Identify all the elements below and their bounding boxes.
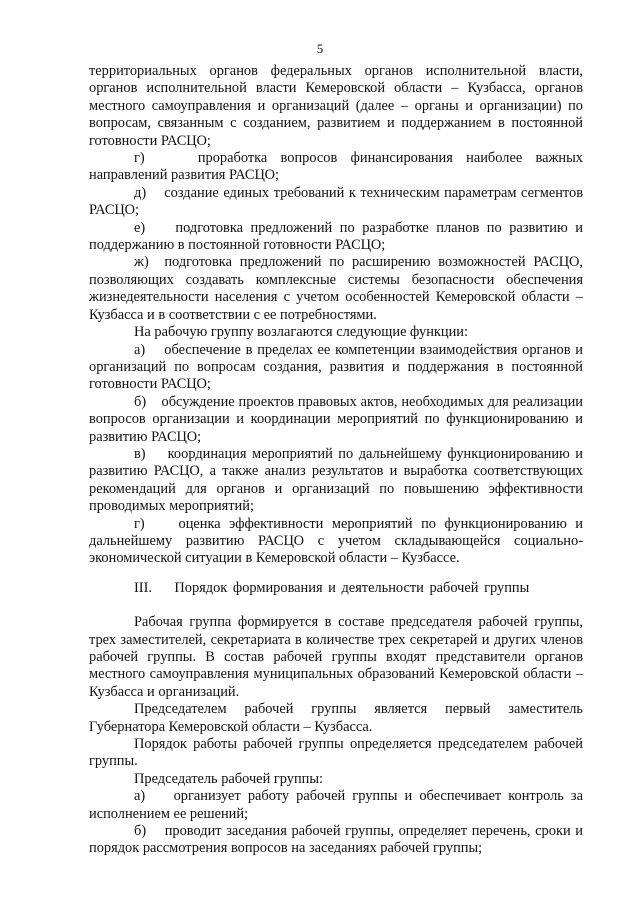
paragraph: а) организует работу рабочей группы и обеспечивает контроль за исполнением ее решений; <box>89 788 583 822</box>
paragraph: На рабочую группу возлагаются следующие функции: <box>134 324 469 341</box>
paragraph: а) обеспечение в пределах ее компетенции взаимодействия органов и организаций по вопросам создания, развития и поддержания в постоянной готовности РАСЦО; <box>89 341 583 393</box>
paragraph: ж) подготовка предложений по расширению возможностей РАСЦО, позволяющих создавать комплексные системы безопасности обеспечения жизнедеятельности населения с учетом особенностей Кемеровской области – Кузбасса и в соответствии с ее потребностями. <box>89 254 583 323</box>
paragraph: в) координация мероприятий по дальнейшему функционированию и развитию РАСЦО, а также анализ результатов и выработка соответствующих рекомендаций для органов и организаций по повышению эффективности проводимых мероприятий; <box>89 445 583 515</box>
paragraph: Председатель рабочей группы: <box>134 770 324 787</box>
paragraph: г) проработка вопросов финансирования наиболее важных направлений развития РАСЦО; <box>89 150 583 184</box>
paragraphs-before <box>89 63 583 568</box>
paragraph: Рабочая группа формируется в составе председателя рабочей группы, трех заместителей, секретариата в количестве трех секретарей и других членов рабочей группы. В состав рабочей группы входят представители органов местного самоуправления муниципальных образований Кемеровской области – Кузбасса и организаций. <box>89 614 583 700</box>
document-body <box>89 63 583 858</box>
paragraph: Порядок работы рабочей группы определяется председателем рабочей группы. <box>89 736 583 770</box>
paragraph: д) создание единых требований к техническим параметрам сегментов РАСЦО; <box>89 184 583 219</box>
section-heading: III. Порядок формирования и деятельности рабочей группы <box>134 579 530 596</box>
paragraph: г) оценка эффективности мероприятий по функционированию и дальнейшему развитию РАСЦО с учетом складывающейся социально-экономической ситуации в Кемеровской области – Кузбассе. <box>89 515 583 567</box>
paragraph: территориальных органов федеральных органов исполнительной власти, органов исполнительной власти Кемеровской области – Кузбасса, органов местного самоуправления и организаций (далее – органы и организации) по вопросам, связанным с созданием, развитием и поддержанием в постоянной готовности РАСЦО; <box>89 63 583 149</box>
paragraph: б) обсуждение проектов правовых актов, необходимых для реализации вопросов организации и координации мероприятий по функционированию и развитию РАСЦО; <box>89 393 583 445</box>
paragraphs-after <box>89 614 583 858</box>
paragraph: б) проводит заседания рабочей группы, определяет перечень, сроки и порядок рассмотрения вопросов на заседаниях рабочей группы; <box>89 823 583 857</box>
page-number: 5 <box>316 41 324 56</box>
paragraph: е) подготовка предложений по разработке планов по развитию и поддержанию в постоянной готовности РАСЦО; <box>89 219 583 254</box>
paragraph: Председателем рабочей группы является первый заместитель Губернатора Кемеровской области – Кузбасса. <box>89 701 583 735</box>
